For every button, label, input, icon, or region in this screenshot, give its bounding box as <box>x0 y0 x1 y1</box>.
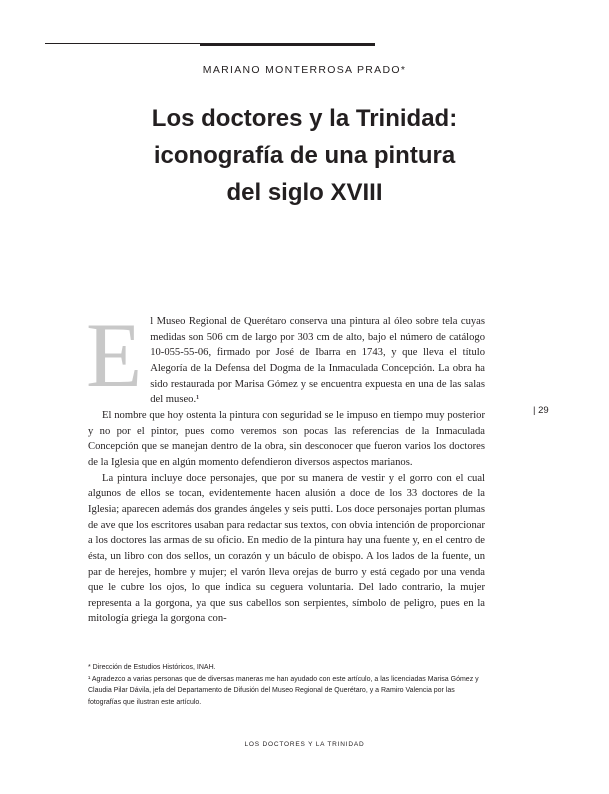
title-line-1: Los doctores y la Trinidad: <box>151 105 458 132</box>
header-rule-accent <box>200 43 375 46</box>
footnote-1: ¹ Agradezco a varias personas que de diversas maneras me han ayudado con este artículo, a las licenciadas Marisa Gómez y Claudia Pilar Dávila, jefa del Departamento de Difusión del Museo Regional de Querétaro, y a Ramiro Valencia por las fotografías que ilustran este artículo. <box>88 675 479 706</box>
running-footer: LOS DOCTORES Y LA TRINIDAD <box>244 741 365 748</box>
title-line-3: del siglo XVIII <box>226 179 383 206</box>
drop-cap: E <box>86 304 143 406</box>
paragraph-3: La pintura incluye doce personajes, que por su manera de vestir y el gorro con el cual algunos de ellos se tocan, evidentemente hacen alusión a doce de los 33 doctores de la Iglesia; aparecen además dos grandes ángeles y seis putti. Los doce personajes portan plumas de ave que los escritores usaban para redactar sus textos, con obvia intención de proporcionar a los doctores las armas de su oficio. En medio de la pintura hay una fuente y, en el centro de ésta, un libro con dos sellos, un corazón y un báculo de obispo. A los lados de la fuente, un par de herejes, hombre y mujer; el varón lleva orejas de burro y está cegado por una venda que le cubre los ojos, lo que indica su ceguera voluntaria. Del lado contrario, la mujer representa a la gorgona, ya que sus cabellos son serpientes, símbolo de peligro, pues en la mitología griega la gorgona con- <box>88 472 485 625</box>
author-name: MARIANO MONTERROSA PRADO* <box>202 64 407 76</box>
paragraph-1 <box>86 304 485 408</box>
article-title <box>0 100 609 211</box>
paragraph-1-text: l Museo Regional de Querétaro conserva una pintura al óleo sobre tela cuyas medidas son 506 cm de largo por 303 cm de alto, bajo el número de catálogo 10-055-55-06, firmado por José de Ibarra en 1743, y que lleva el título Alegoría de la Defensa del Dogma de la Inmaculada Concepción. La obra ha sido restaurada por Marisa Gómez y se encuentra expuesta en una de las salas del museo.¹ <box>150 316 485 406</box>
article-body <box>86 304 485 627</box>
footnotes <box>88 662 488 708</box>
footnote-affiliation: * Dirección de Estudios Históricos, INAH. <box>88 664 216 671</box>
title-line-2: iconografía de una pintura <box>153 142 456 169</box>
page-number: | 29 <box>533 405 549 416</box>
paragraph-2: El nombre que hoy ostenta la pintura con seguridad se le impuso en tiempo muy posterior y no por el pintor, pues como veremos son pocas las referencias de la Inmaculada Concepción que se manejan dentro de la obra, sin desconocer que fueron varios los doctores de la Iglesia que en algún momento defendieron diversos aspectos marianos. <box>88 409 485 468</box>
